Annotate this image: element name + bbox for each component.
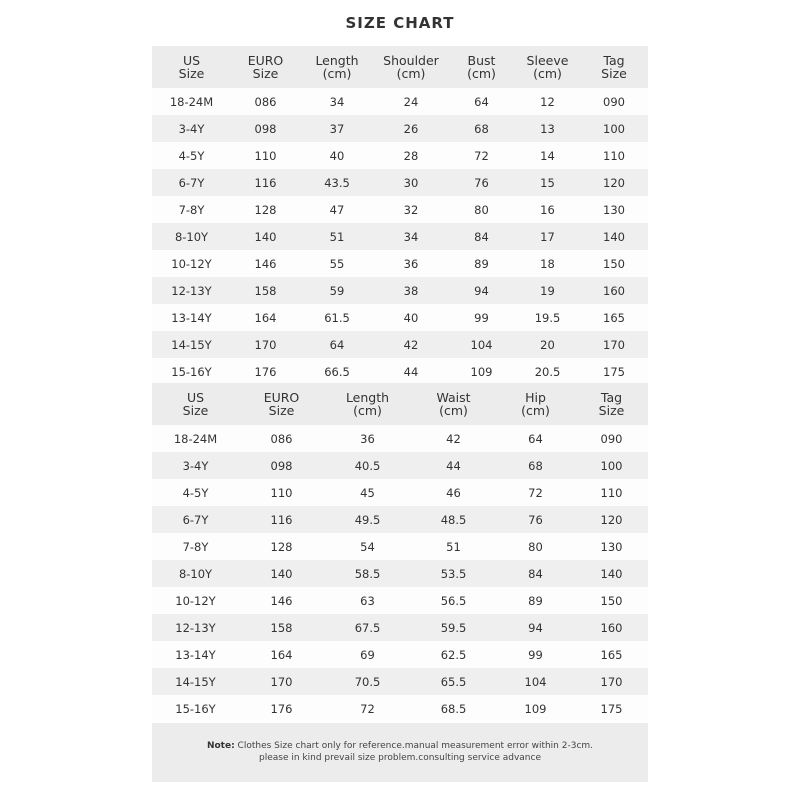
table-cell: 20.5 bbox=[515, 358, 580, 385]
table-cell: 4-5Y bbox=[152, 479, 239, 506]
table-cell: 150 bbox=[575, 587, 648, 614]
table-cell: 18-24M bbox=[152, 425, 239, 452]
table-row bbox=[152, 695, 648, 722]
column-header-line: Bust bbox=[467, 53, 496, 68]
table-cell: 42 bbox=[411, 425, 496, 452]
column-header-line: Tag bbox=[603, 53, 625, 68]
table-cell: 110 bbox=[575, 479, 648, 506]
column-header bbox=[448, 46, 515, 88]
table-cell: 61.5 bbox=[300, 304, 374, 331]
table-row bbox=[152, 560, 648, 587]
table-cell: 53.5 bbox=[411, 560, 496, 587]
column-header-line: (cm) bbox=[533, 66, 562, 81]
table-row bbox=[152, 533, 648, 560]
top-size-table bbox=[152, 46, 648, 385]
table-cell: 128 bbox=[231, 196, 300, 223]
table-cell: 175 bbox=[575, 695, 648, 722]
table-cell: 80 bbox=[496, 533, 575, 560]
table-cell: 158 bbox=[231, 277, 300, 304]
table-cell: 72 bbox=[324, 695, 411, 722]
table-cell: 32 bbox=[374, 196, 448, 223]
table-cell: 19 bbox=[515, 277, 580, 304]
table-cell: 68.5 bbox=[411, 695, 496, 722]
table-cell: 17 bbox=[515, 223, 580, 250]
table-row bbox=[152, 506, 648, 533]
table-cell: 48.5 bbox=[411, 506, 496, 533]
table-cell: 170 bbox=[580, 331, 648, 358]
table-cell: 176 bbox=[231, 358, 300, 385]
table-cell: 99 bbox=[496, 641, 575, 668]
table-cell: 090 bbox=[580, 88, 648, 115]
table-cell: 56.5 bbox=[411, 587, 496, 614]
table-cell: 100 bbox=[575, 452, 648, 479]
table-row bbox=[152, 250, 648, 277]
bottom-size-table bbox=[152, 383, 648, 722]
table-row bbox=[152, 358, 648, 385]
column-header bbox=[152, 383, 239, 425]
table-cell: 104 bbox=[496, 668, 575, 695]
column-header bbox=[515, 46, 580, 88]
table-cell: 76 bbox=[496, 506, 575, 533]
column-header bbox=[231, 46, 300, 88]
table-cell: 51 bbox=[300, 223, 374, 250]
table-cell: 110 bbox=[580, 142, 648, 169]
table-row bbox=[152, 88, 648, 115]
column-header-line: Tag bbox=[600, 390, 623, 405]
table-cell: 64 bbox=[300, 331, 374, 358]
table-cell: 170 bbox=[575, 668, 648, 695]
note-line-2: please in kind prevail size problem.consulting service advance bbox=[259, 753, 541, 763]
column-header-line: Length bbox=[315, 53, 359, 68]
column-header-line: Hip bbox=[525, 390, 546, 405]
column-header-line: Sleeve bbox=[526, 53, 569, 68]
header-row bbox=[152, 46, 648, 88]
table-cell: 13-14Y bbox=[152, 304, 231, 331]
table-cell: 72 bbox=[496, 479, 575, 506]
table-cell: 64 bbox=[448, 88, 515, 115]
table-cell: 58.5 bbox=[324, 560, 411, 587]
table-cell: 28 bbox=[374, 142, 448, 169]
table-cell: 80 bbox=[448, 196, 515, 223]
table-cell: 15-16Y bbox=[152, 695, 239, 722]
table-cell: 24 bbox=[374, 88, 448, 115]
table-cell: 40 bbox=[374, 304, 448, 331]
table-cell: 100 bbox=[580, 115, 648, 142]
table-row bbox=[152, 169, 648, 196]
table-cell: 65.5 bbox=[411, 668, 496, 695]
table-cell: 14-15Y bbox=[152, 331, 231, 358]
table-row bbox=[152, 614, 648, 641]
table-cell: 49.5 bbox=[324, 506, 411, 533]
table-cell: 34 bbox=[374, 223, 448, 250]
table-cell: 160 bbox=[580, 277, 648, 304]
table-cell: 7-8Y bbox=[152, 196, 231, 223]
column-header-line: Size bbox=[178, 66, 205, 81]
note-label: Note: bbox=[206, 741, 235, 751]
note-line-1 bbox=[152, 740, 648, 752]
table-cell: 69 bbox=[324, 641, 411, 668]
table-cell: 44 bbox=[411, 452, 496, 479]
table-cell: 76 bbox=[448, 169, 515, 196]
table-cell: 3-4Y bbox=[152, 452, 239, 479]
table-cell: 51 bbox=[411, 533, 496, 560]
table-cell: 15 bbox=[515, 169, 580, 196]
table-cell: 13-14Y bbox=[152, 641, 239, 668]
table-cell: 89 bbox=[448, 250, 515, 277]
column-header-line: EURO bbox=[247, 53, 284, 68]
table-cell: 94 bbox=[448, 277, 515, 304]
table-cell: 40 bbox=[300, 142, 374, 169]
table-cell: 164 bbox=[239, 641, 324, 668]
table-row bbox=[152, 277, 648, 304]
table-cell: 110 bbox=[231, 142, 300, 169]
table-cell: 164 bbox=[231, 304, 300, 331]
column-header-line: (cm) bbox=[439, 403, 468, 418]
table-cell: 109 bbox=[448, 358, 515, 385]
column-header-line: Length bbox=[345, 390, 390, 405]
table-cell: 175 bbox=[580, 358, 648, 385]
table-cell: 66.5 bbox=[300, 358, 374, 385]
column-header bbox=[496, 383, 575, 425]
column-header-line: (cm) bbox=[353, 403, 382, 418]
table-row bbox=[152, 223, 648, 250]
table-cell: 40.5 bbox=[324, 452, 411, 479]
table-cell: 165 bbox=[575, 641, 648, 668]
table-row bbox=[152, 641, 648, 668]
table-cell: 55 bbox=[300, 250, 374, 277]
table-row bbox=[152, 587, 648, 614]
table-cell: 140 bbox=[575, 560, 648, 587]
table-cell: 46 bbox=[411, 479, 496, 506]
table-cell: 30 bbox=[374, 169, 448, 196]
table-cell: 47 bbox=[300, 196, 374, 223]
column-header-line: EURO bbox=[263, 390, 300, 405]
column-header bbox=[300, 46, 374, 88]
table-cell: 10-12Y bbox=[152, 250, 231, 277]
table-cell: 59.5 bbox=[411, 614, 496, 641]
table-cell: 99 bbox=[448, 304, 515, 331]
table-cell: 116 bbox=[231, 169, 300, 196]
table-cell: 098 bbox=[239, 452, 324, 479]
table-cell: 64 bbox=[496, 425, 575, 452]
table-row bbox=[152, 115, 648, 142]
table-row bbox=[152, 142, 648, 169]
table-cell: 146 bbox=[239, 587, 324, 614]
column-header-line: Size bbox=[268, 403, 295, 418]
table-cell: 140 bbox=[231, 223, 300, 250]
table-cell: 18-24M bbox=[152, 88, 231, 115]
table-cell: 26 bbox=[374, 115, 448, 142]
table-cell: 84 bbox=[448, 223, 515, 250]
table-cell: 086 bbox=[231, 88, 300, 115]
table-cell: 158 bbox=[239, 614, 324, 641]
column-header-line: (cm) bbox=[396, 66, 426, 81]
table-cell: 59 bbox=[300, 277, 374, 304]
column-header-line: Size bbox=[182, 403, 209, 418]
table-cell: 14-15Y bbox=[152, 668, 239, 695]
table-cell: 116 bbox=[239, 506, 324, 533]
table-cell: 104 bbox=[448, 331, 515, 358]
column-header-line: Waist bbox=[436, 390, 471, 405]
table-cell: 086 bbox=[239, 425, 324, 452]
table-row bbox=[152, 304, 648, 331]
table-cell: 8-10Y bbox=[152, 560, 239, 587]
table-cell: 37 bbox=[300, 115, 374, 142]
table-cell: 36 bbox=[374, 250, 448, 277]
table-cell: 120 bbox=[575, 506, 648, 533]
page-title: SIZE CHART bbox=[345, 14, 455, 32]
table-cell: 12-13Y bbox=[152, 277, 231, 304]
column-header bbox=[152, 46, 231, 88]
column-header-line: Size bbox=[601, 66, 627, 81]
table-cell: 45 bbox=[324, 479, 411, 506]
table-cell: 165 bbox=[580, 304, 648, 331]
table-cell: 6-7Y bbox=[152, 169, 231, 196]
table-cell: 4-5Y bbox=[152, 142, 231, 169]
table-cell: 130 bbox=[580, 196, 648, 223]
column-header-line: US bbox=[182, 53, 201, 68]
column-header-line: (cm) bbox=[521, 403, 550, 418]
table-cell: 140 bbox=[580, 223, 648, 250]
column-header-line: Shoulder bbox=[383, 53, 439, 68]
table-cell: 110 bbox=[239, 479, 324, 506]
table-cell: 6-7Y bbox=[152, 506, 239, 533]
table-cell: 160 bbox=[575, 614, 648, 641]
table-cell: 120 bbox=[580, 169, 648, 196]
table-row bbox=[152, 331, 648, 358]
column-header-line: Size bbox=[598, 403, 625, 418]
table-cell: 170 bbox=[231, 331, 300, 358]
table-cell: 34 bbox=[300, 88, 374, 115]
column-header bbox=[239, 383, 324, 425]
table-cell: 42 bbox=[374, 331, 448, 358]
table-cell: 090 bbox=[575, 425, 648, 452]
table-cell: 13 bbox=[515, 115, 580, 142]
column-header-line: Size bbox=[252, 66, 279, 81]
table-cell: 54 bbox=[324, 533, 411, 560]
table-cell: 20 bbox=[515, 331, 580, 358]
table-cell: 12 bbox=[515, 88, 580, 115]
table-row bbox=[152, 452, 648, 479]
column-header bbox=[575, 383, 648, 425]
table-row bbox=[152, 668, 648, 695]
table-cell: 140 bbox=[239, 560, 324, 587]
column-header bbox=[580, 46, 648, 88]
table-cell: 94 bbox=[496, 614, 575, 641]
column-header-line: (cm) bbox=[467, 66, 496, 81]
table-cell: 130 bbox=[575, 533, 648, 560]
table-cell: 72 bbox=[448, 142, 515, 169]
table-cell: 170 bbox=[239, 668, 324, 695]
column-header bbox=[411, 383, 496, 425]
table-cell: 68 bbox=[496, 452, 575, 479]
table-cell: 146 bbox=[231, 250, 300, 277]
column-header bbox=[374, 46, 448, 88]
table-cell: 8-10Y bbox=[152, 223, 231, 250]
table-cell: 84 bbox=[496, 560, 575, 587]
column-header-line: US bbox=[186, 390, 205, 405]
table-cell: 38 bbox=[374, 277, 448, 304]
table-cell: 62.5 bbox=[411, 641, 496, 668]
table-row bbox=[152, 196, 648, 223]
table-cell: 12-13Y bbox=[152, 614, 239, 641]
table-cell: 18 bbox=[515, 250, 580, 277]
header-row bbox=[152, 383, 648, 425]
table-row bbox=[152, 479, 648, 506]
table-cell: 19.5 bbox=[515, 304, 580, 331]
table-cell: 10-12Y bbox=[152, 587, 239, 614]
note-text-1: Clothes Size chart only for reference.manual measurement error within 2-3cm. bbox=[234, 741, 594, 751]
table-cell: 176 bbox=[239, 695, 324, 722]
table-cell: 7-8Y bbox=[152, 533, 239, 560]
table-cell: 36 bbox=[324, 425, 411, 452]
table-cell: 15-16Y bbox=[152, 358, 231, 385]
table-cell: 14 bbox=[515, 142, 580, 169]
table-cell: 68 bbox=[448, 115, 515, 142]
table-cell: 16 bbox=[515, 196, 580, 223]
table-cell: 098 bbox=[231, 115, 300, 142]
table-cell: 67.5 bbox=[324, 614, 411, 641]
table-cell: 89 bbox=[496, 587, 575, 614]
table-cell: 43.5 bbox=[300, 169, 374, 196]
table-cell: 3-4Y bbox=[152, 115, 231, 142]
table-cell: 44 bbox=[374, 358, 448, 385]
table-cell: 128 bbox=[239, 533, 324, 560]
table-cell: 150 bbox=[580, 250, 648, 277]
note-box bbox=[152, 723, 648, 782]
column-header bbox=[324, 383, 411, 425]
column-header-line: (cm) bbox=[322, 66, 352, 81]
table-cell: 70.5 bbox=[324, 668, 411, 695]
table-row bbox=[152, 425, 648, 452]
table-cell: 109 bbox=[496, 695, 575, 722]
table-cell: 63 bbox=[324, 587, 411, 614]
